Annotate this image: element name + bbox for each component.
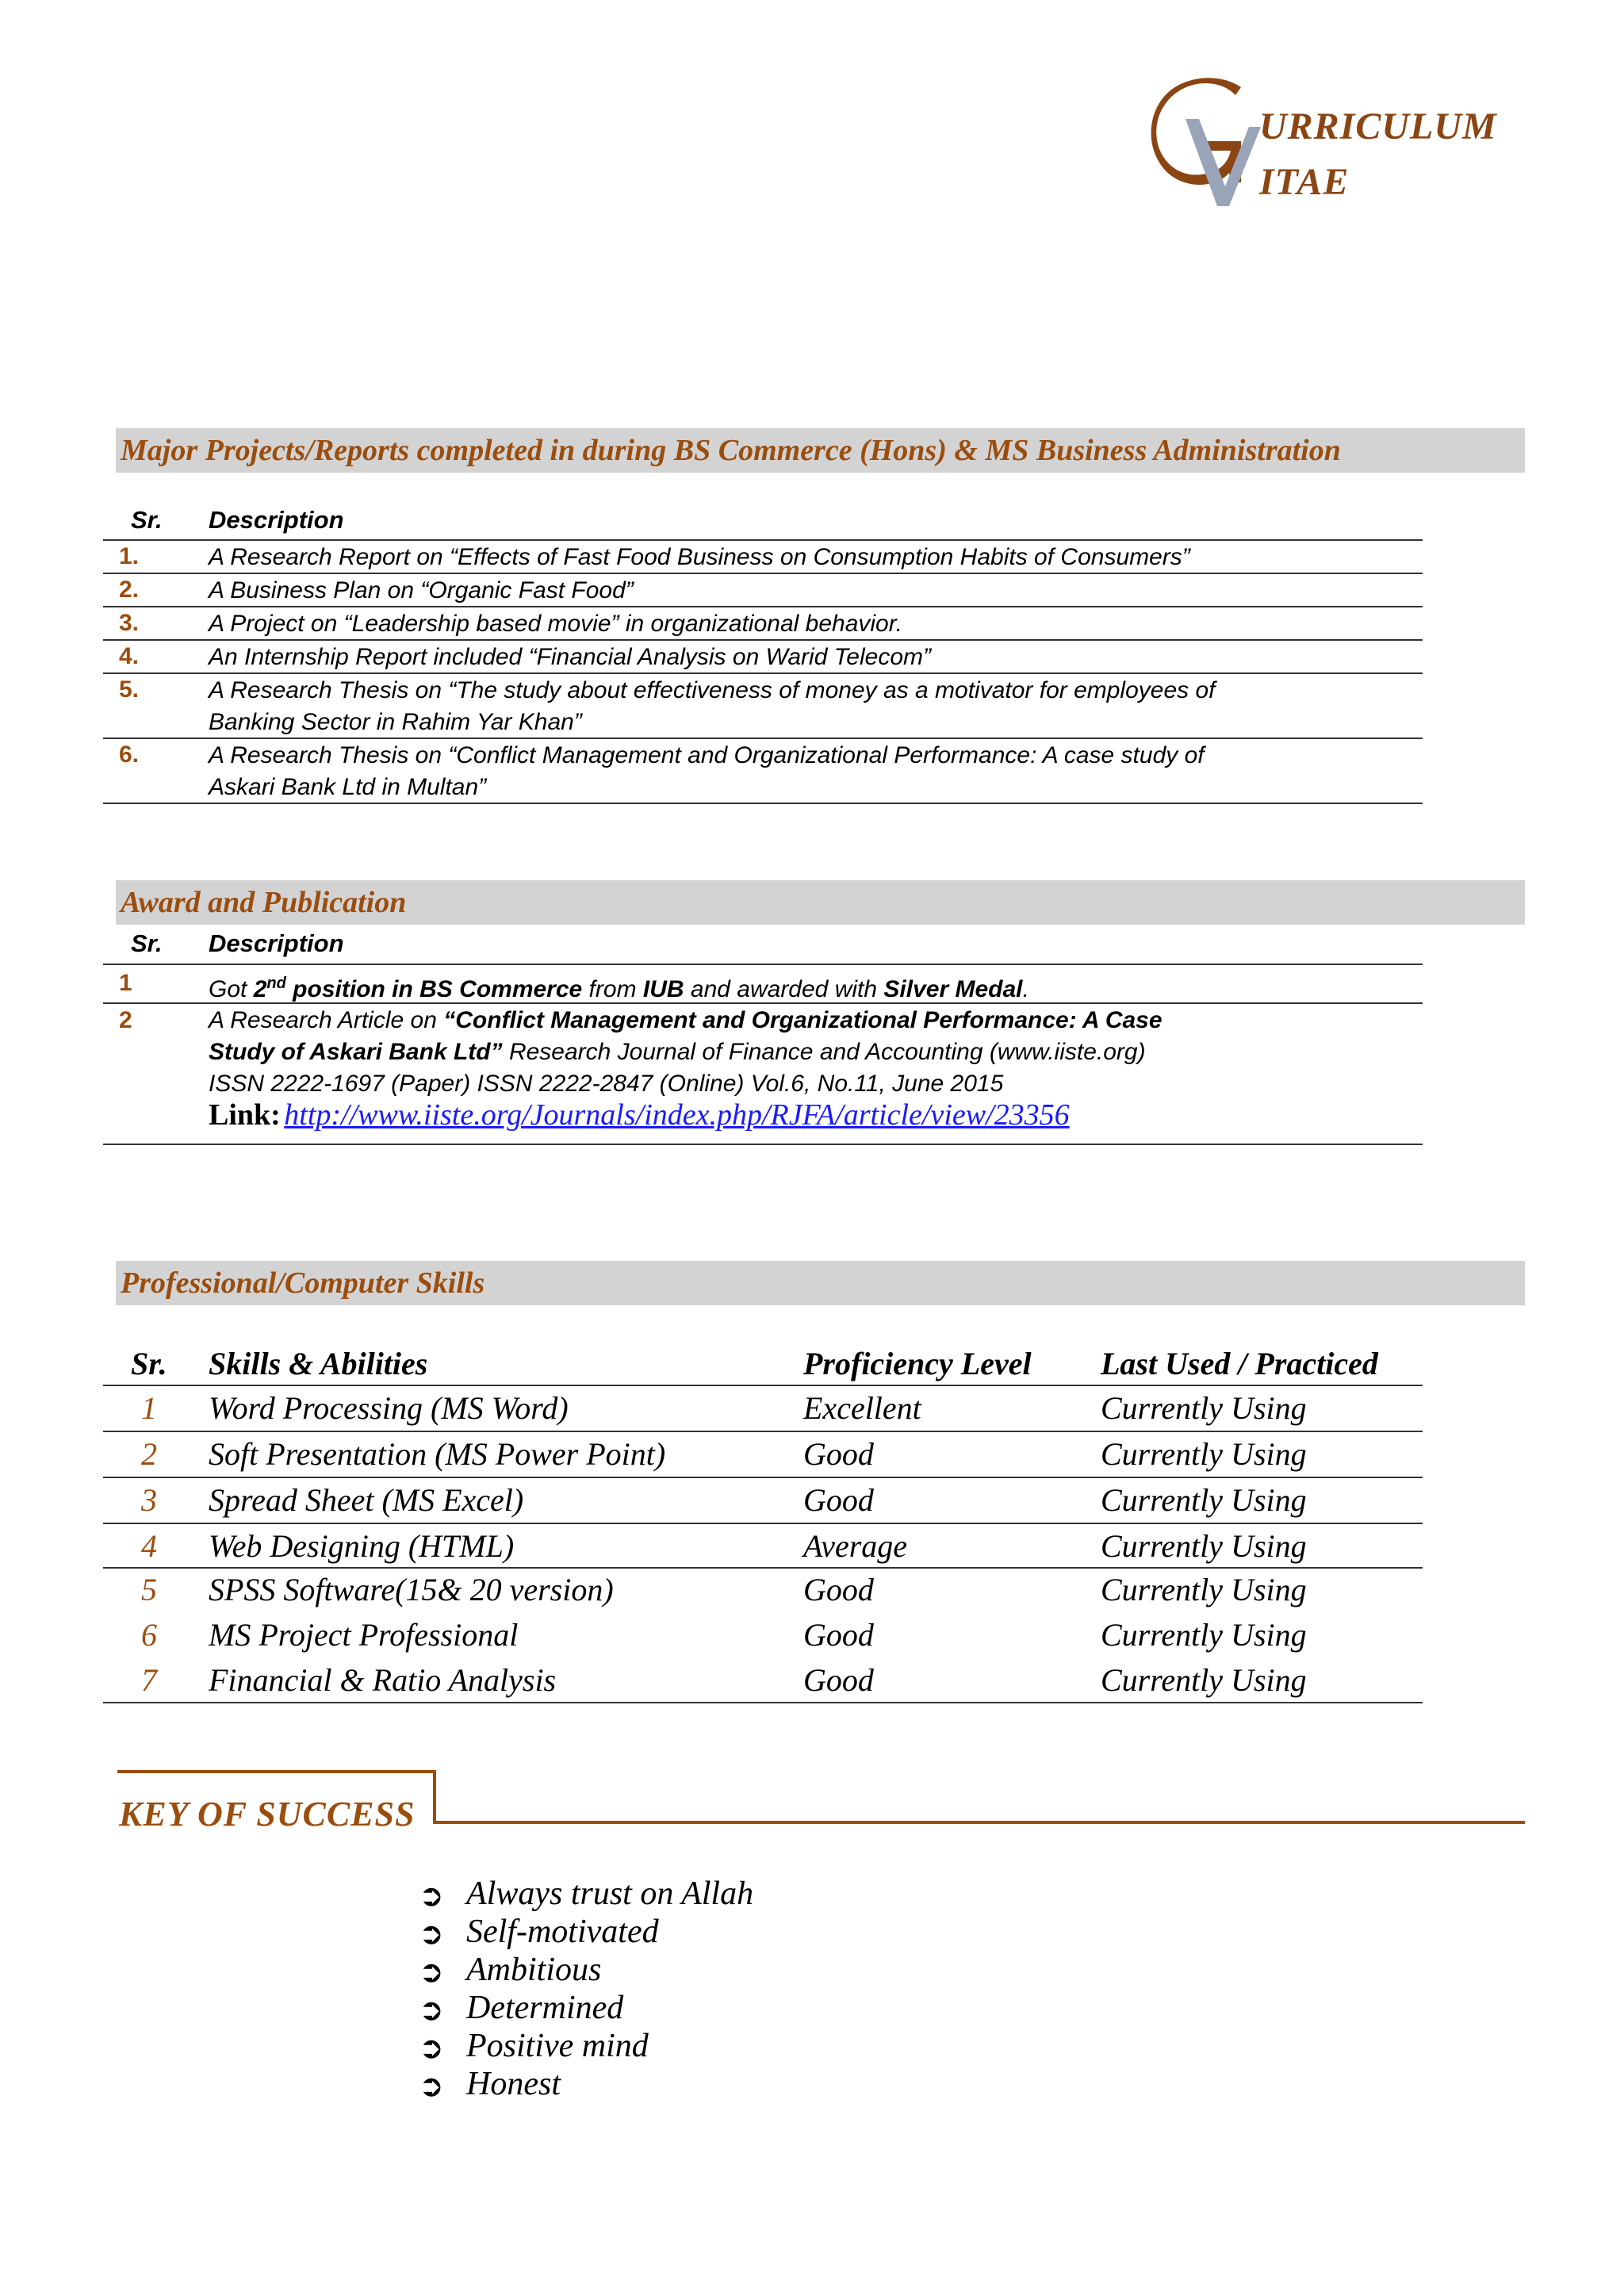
project-sr: 3. — [119, 610, 140, 636]
table-rule — [103, 964, 1423, 965]
skill-sr: 4 — [141, 1528, 157, 1564]
skill-level: Good — [803, 1662, 874, 1698]
link-label: Link: — [209, 1098, 281, 1132]
arrow-circle-right-icon: ➲ — [419, 1994, 444, 2027]
logo-word-curriculum: URRICULUM — [1259, 105, 1497, 148]
project-sr: 5. — [119, 676, 140, 703]
award-desc: Got 2nd position in BS Commerce from IUB and awarded with Silver Medal. — [209, 975, 1029, 1002]
awards-col-desc: Description — [209, 929, 344, 957]
skills-col-last: Last Used / Practiced — [1101, 1346, 1378, 1381]
skill-level: Good — [803, 1436, 874, 1472]
project-desc: A Project on “Leadership based movie” in organizational behavior. — [209, 611, 902, 637]
skill-sr: 6 — [141, 1617, 157, 1653]
table-rule — [103, 1385, 1423, 1386]
skill-name: Spread Sheet (MS Excel) — [209, 1482, 524, 1518]
projects-heading: Major Projects/Reports completed in during BS Commerce (Hons) & MS Business Administration — [121, 434, 1341, 467]
projects-col-sr: Sr. — [131, 506, 163, 534]
skill-level: Average — [803, 1528, 908, 1564]
project-desc: A Business Plan on “Organic Fast Food” — [209, 577, 634, 603]
skill-level: Good — [803, 1482, 874, 1518]
awards-heading: Award and Publication — [121, 886, 407, 919]
skill-last-used: Currently Using — [1101, 1390, 1307, 1426]
table-rule — [103, 539, 1423, 541]
project-sr: 2. — [119, 577, 140, 603]
project-sr: 4. — [119, 643, 140, 669]
skill-name: Financial & Ratio Analysis — [209, 1662, 557, 1698]
skill-last-used: Currently Using — [1101, 1662, 1307, 1698]
project-desc: A Research Thesis on “Conflict Management and Organizational Performance: A case study of Askari Bank Ltd in Multan” — [209, 742, 1205, 800]
skill-sr: 3 — [141, 1482, 157, 1518]
project-desc: A Research Thesis on “The study about effectiveness of money as a motivator for employees of Banking Sector in Rahim Yar Khan” — [209, 677, 1216, 735]
skill-name: Word Processing (MS Word) — [209, 1390, 569, 1426]
arrow-circle-right-icon: ➲ — [419, 1879, 444, 1913]
arrow-circle-right-icon: ➲ — [419, 2070, 444, 2103]
award-sr: 2 — [119, 1007, 132, 1033]
skill-last-used: Currently Using — [1101, 1572, 1307, 1607]
kos-bottom-line — [433, 1821, 1525, 1824]
skill-last-used: Currently Using — [1101, 1482, 1307, 1518]
projects-section-header — [116, 428, 1525, 473]
project-sr: 6. — [119, 741, 140, 768]
table-rule — [103, 1431, 1423, 1432]
awards-col-sr: Sr. — [131, 929, 163, 957]
award-sr: 1 — [119, 970, 132, 996]
success-item: Honest — [466, 2066, 561, 2102]
kos-top-line — [117, 1770, 436, 1773]
skill-name: Soft Presentation (MS Power Point) — [209, 1436, 666, 1472]
cv-monogram-icon — [1142, 71, 1261, 214]
projects-col-desc: Description — [209, 506, 344, 534]
skill-level: Good — [803, 1617, 874, 1653]
skill-sr: 5 — [141, 1572, 157, 1607]
table-rule — [103, 1567, 1423, 1569]
success-item: Ambitious — [466, 1952, 602, 1988]
success-item: Determined — [466, 1990, 624, 2026]
table-rule — [103, 1523, 1423, 1524]
skills-col-level: Proficiency Level — [803, 1346, 1032, 1381]
skill-name: Web Designing (HTML) — [209, 1528, 515, 1564]
skill-sr: 2 — [141, 1436, 157, 1472]
kos-vertical-line — [433, 1770, 436, 1824]
success-item: Positive mind — [466, 2028, 649, 2064]
cv-logo — [1142, 71, 1522, 230]
success-item: Self-motivated — [466, 1914, 659, 1950]
skill-last-used: Currently Using — [1101, 1617, 1307, 1653]
project-desc: A Research Report on “Effects of Fast Food Business on Consumption Habits of Consumers” — [209, 544, 1190, 570]
table-rule — [103, 1477, 1423, 1478]
skill-name: MS Project Professional — [209, 1617, 519, 1653]
logo-word-vitae: ITAE — [1259, 161, 1350, 203]
table-rule — [103, 1702, 1423, 1703]
awards-section-header — [116, 880, 1525, 925]
skill-last-used: Currently Using — [1101, 1528, 1307, 1564]
award-desc: A Research Article on “Conflict Management and Organizational Performance: A Case Study of Askari Bank Ltd” Research Journal of Finance and Accounting (www.iiste.org) ISSN 2222-1697 (Paper) ISSN 2222-2847 (Online) Vol.6, No.11, June 2015 — [209, 1007, 1162, 1097]
project-sr: 1. — [119, 543, 140, 569]
skill-sr: 1 — [141, 1390, 157, 1426]
table-rule — [103, 672, 1423, 674]
skills-col-skill: Skills & Abilities — [209, 1346, 428, 1381]
publication-link[interactable]: http://www.iiste.org/Journals/index.php/RJFA/article/view/23356 — [284, 1098, 1070, 1132]
skills-heading: Professional/Computer Skills — [121, 1266, 485, 1300]
table-rule — [103, 1002, 1423, 1004]
skill-sr: 7 — [141, 1662, 157, 1698]
skill-level: Excellent — [803, 1390, 921, 1426]
skill-level: Good — [803, 1572, 874, 1607]
table-rule — [103, 606, 1423, 607]
table-rule — [103, 803, 1423, 804]
arrow-circle-right-icon: ➲ — [419, 2032, 444, 2065]
skills-col-sr: Sr. — [131, 1346, 167, 1381]
table-rule — [103, 738, 1423, 739]
table-rule — [103, 639, 1423, 641]
table-rule — [103, 573, 1423, 574]
success-item: Always trust on Allah — [466, 1875, 754, 1912]
arrow-circle-right-icon: ➲ — [419, 1918, 444, 1951]
key-of-success-heading: KEY OF SUCCESS — [119, 1795, 416, 1833]
skill-name: SPSS Software(15& 20 version) — [209, 1572, 614, 1607]
skill-last-used: Currently Using — [1101, 1436, 1307, 1472]
project-desc: An Internship Report included “Financial Analysis on Warid Telecom” — [209, 644, 932, 670]
publication-link-row — [209, 1098, 1070, 1132]
arrow-circle-right-icon: ➲ — [419, 1956, 444, 1989]
table-rule — [103, 1144, 1423, 1145]
skills-section-header — [116, 1261, 1525, 1305]
